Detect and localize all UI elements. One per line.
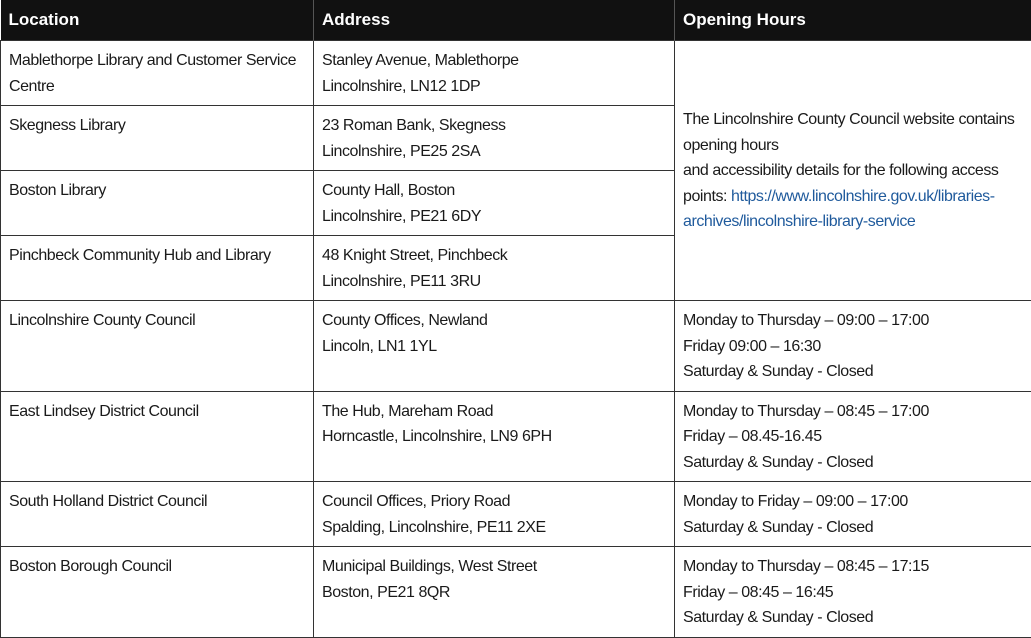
hours-line: Saturday & Sunday - Closed	[683, 605, 1023, 631]
location-cell: Boston Library	[1, 171, 314, 236]
hours-line: Friday 09:00 – 16:30	[683, 334, 1023, 360]
hours-line: Saturday & Sunday - Closed	[683, 450, 1023, 476]
hours-note-line: The Lincolnshire County Council website contains	[683, 107, 1023, 133]
address-line: Boston, PE21 8QR	[322, 580, 666, 606]
hours-line: Monday to Thursday – 08:45 – 17:00	[683, 399, 1023, 425]
hours-note-prefix: points:	[683, 188, 731, 205]
location-cell: Pinchbeck Community Hub and Library	[1, 236, 314, 301]
address-cell	[314, 171, 675, 236]
address-line: 23 Roman Bank, Skegness	[322, 113, 666, 139]
header-location: Location	[1, 0, 314, 41]
address-line: Lincoln, LN1 1YL	[322, 334, 666, 360]
location-cell: Mablethorpe Library and Customer Service Centre	[1, 41, 314, 106]
location-cell: Skegness Library	[1, 106, 314, 171]
hours-line: Saturday & Sunday - Closed	[683, 359, 1023, 385]
address-line: Horncastle, Lincolnshire, LN9 6PH	[322, 424, 666, 450]
address-line: Municipal Buildings, West Street	[322, 554, 666, 580]
address-line: The Hub, Mareham Road	[322, 399, 666, 425]
address-line: County Offices, Newland	[322, 308, 666, 334]
location-cell: East Lindsey District Council	[1, 391, 314, 482]
table-row	[1, 482, 1031, 547]
hours-cell	[675, 391, 1031, 482]
header-address: Address	[314, 0, 675, 41]
address-cell	[314, 41, 675, 106]
address-line: Council Offices, Priory Road	[322, 489, 666, 515]
table-row	[1, 391, 1031, 482]
hours-note-line: opening hours	[683, 133, 1023, 159]
address-line: Lincolnshire, LN12 1DP	[322, 74, 666, 100]
hours-line: Friday – 08.45-16.45	[683, 424, 1023, 450]
location-cell: South Holland District Council	[1, 482, 314, 547]
hours-line: Monday to Thursday – 09:00 – 17:00	[683, 308, 1023, 334]
table-row	[1, 41, 1031, 106]
merged-hours-cell	[675, 41, 1031, 301]
location-cell: Lincolnshire County Council	[1, 301, 314, 392]
hours-cell	[675, 301, 1031, 392]
address-line: Lincolnshire, PE25 2SA	[322, 139, 666, 165]
table-row	[1, 547, 1031, 638]
library-service-link[interactable]: https://www.lincolnshire.gov.uk/libraries-	[731, 188, 995, 205]
header-opening-hours: Opening Hours	[675, 0, 1031, 41]
address-cell	[314, 301, 675, 392]
address-cell	[314, 391, 675, 482]
address-line: County Hall, Boston	[322, 178, 666, 204]
hours-line: Monday to Friday – 09:00 – 17:00	[683, 489, 1023, 515]
location-cell: Boston Borough Council	[1, 547, 314, 638]
address-line: Stanley Avenue, Mablethorpe	[322, 48, 666, 74]
table-row	[1, 301, 1031, 392]
address-line: Spalding, Lincolnshire, PE11 2XE	[322, 515, 666, 541]
hours-line: Monday to Thursday – 08:45 – 17:15	[683, 554, 1023, 580]
hours-cell	[675, 482, 1031, 547]
hours-note-line	[683, 184, 1023, 210]
hours-line: Friday – 08:45 – 16:45	[683, 580, 1023, 606]
hours-note-line: and accessibility details for the following access	[683, 158, 1023, 184]
hours-cell	[675, 547, 1031, 638]
address-cell	[314, 106, 675, 171]
address-cell	[314, 547, 675, 638]
header-row	[1, 0, 1031, 41]
hours-line: Saturday & Sunday - Closed	[683, 515, 1023, 541]
address-line: 48 Knight Street, Pinchbeck	[322, 243, 666, 269]
address-line: Lincolnshire, PE11 3RU	[322, 269, 666, 295]
address-cell	[314, 482, 675, 547]
library-service-link-continued[interactable]: archives/lincolnshire-library-service	[683, 209, 1023, 235]
address-line: Lincolnshire, PE21 6DY	[322, 204, 666, 230]
address-cell	[314, 236, 675, 301]
